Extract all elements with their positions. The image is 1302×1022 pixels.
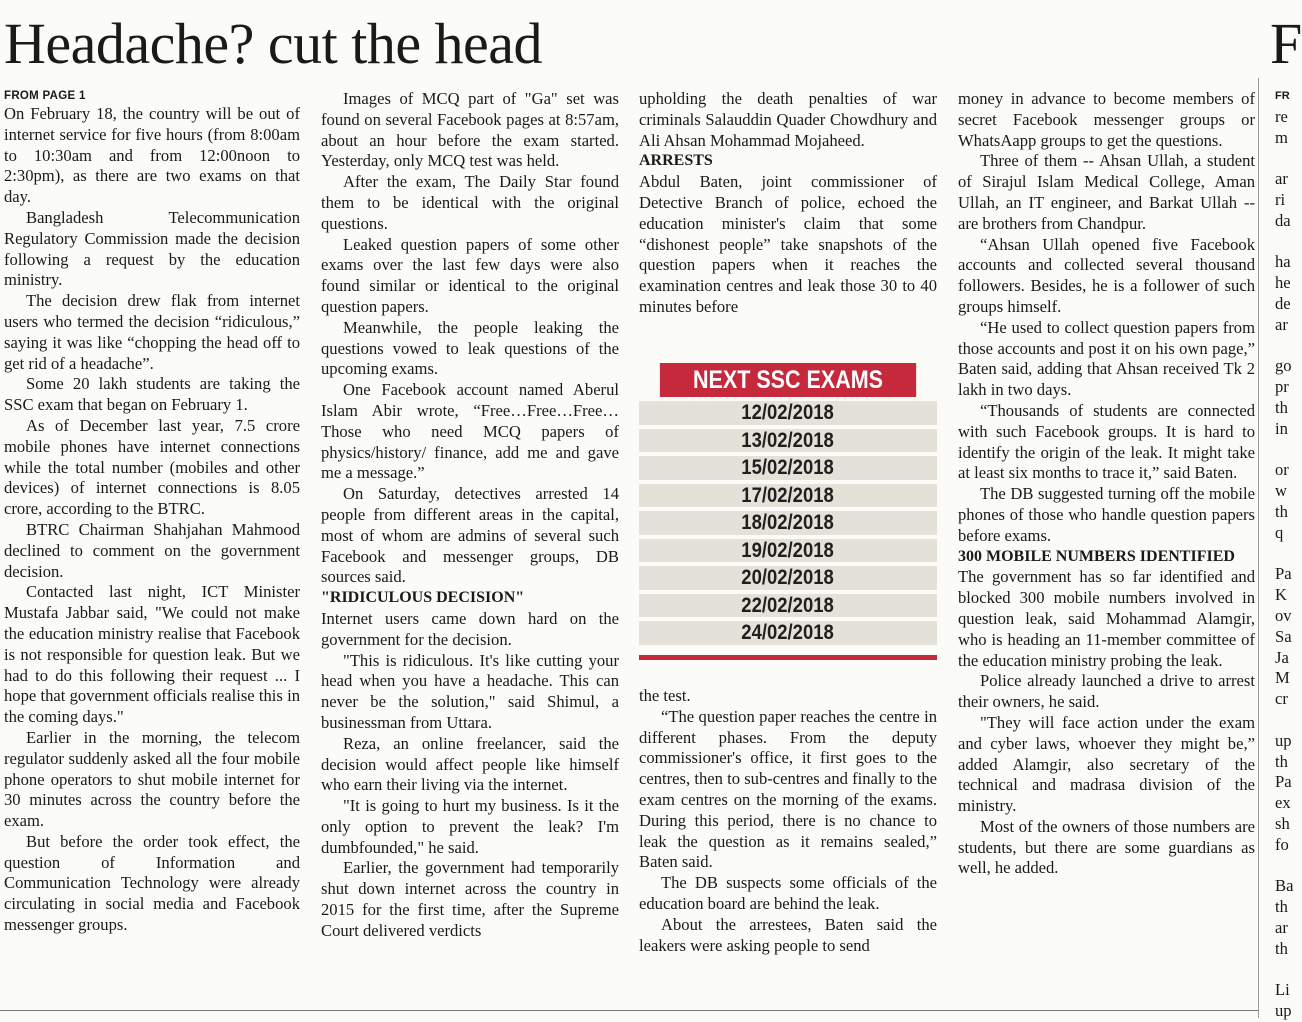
exam-date-text: 22/02/2018 <box>741 593 835 617</box>
fragment-line: ri <box>1275 189 1286 209</box>
fragment-line: ex <box>1275 793 1291 813</box>
fragment-line <box>1275 959 1288 980</box>
fragment-line: th <box>1275 897 1288 917</box>
exam-date-text: 19/02/2018 <box>741 538 835 562</box>
fragment-line: or <box>1275 460 1289 480</box>
paragraph: Bangladesh Telecommunication Regulatory Commission made the decision following a request by the education ministry. <box>4 207 300 290</box>
subhead: ARRESTS <box>639 152 713 170</box>
fragment-line: up <box>1275 1001 1292 1021</box>
fragment-line: up <box>1275 730 1292 750</box>
paragraph: money in advance to become members of secret Facebook messenger groups or WhatsAapp groups to get the questions. <box>958 89 1255 150</box>
paragraph: Internet users came down hard on the government for the decision. <box>321 608 619 649</box>
exam-date-text: 15/02/2018 <box>741 456 835 479</box>
paragraph: Leaked question papers of some other exams over the last few days were also found similar or identical to the original question papers. <box>321 234 619 316</box>
paragraph: Images of MCQ part of "Ga" set was found on several Facebook pages at 8:57am, about an hour before the exam started. Yesterday, only MCQ test was held. <box>321 89 619 171</box>
subhead: "RIDICULOUS DECISION" <box>321 589 525 607</box>
fragment-line: Pa <box>1275 772 1292 792</box>
fragment-line: Pa <box>1275 564 1292 584</box>
paragraph: The decision drew flak from internet users who termed the decision “ridiculous,” saying it was like “chopping the head off to get rid of a headache”. <box>4 291 300 373</box>
exam-date-text: 17/02/2018 <box>741 483 835 507</box>
paragraph: "It is going to hurt my business. Is it the only option to prevent the leak? I'm dumbfounded," he said. <box>321 796 619 857</box>
fragment-line <box>1275 232 1288 253</box>
column-3-top <box>639 89 937 318</box>
paragraph: the test. <box>639 686 691 705</box>
paragraph: The DB suspects some officials of the education board are behind the leak. <box>639 873 937 913</box>
exam-date-text: 24/02/2018 <box>741 621 835 644</box>
paragraph: Reza, an online freelancer, said the decision would affect people like himself who earn their living via the internet. <box>321 733 619 795</box>
fragment-line: q <box>1275 522 1284 542</box>
exam-date-list <box>639 401 937 645</box>
fragment-line: go <box>1275 356 1292 376</box>
paragraph: “The question paper reaches the centre in different phases. From the deputy commissioner's office, it first goes to the centres, then to sub-centres and finally to the exam centres on the morning of the exams. During this period, there is no chance to leak the question as it remains sealed,” Baten said. <box>639 706 937 872</box>
fragment-line: Ba <box>1275 876 1294 896</box>
next-article-fragment <box>1275 86 1294 1022</box>
fragment-line <box>1275 440 1288 461</box>
kicker: FROM PAGE 1 <box>4 90 86 102</box>
fragment-line: ov <box>1275 605 1292 625</box>
column-1 <box>4 89 300 936</box>
exam-date <box>639 401 937 425</box>
fragment-line: ar <box>1275 917 1288 937</box>
headline: Headache? cut the head <box>4 11 543 76</box>
paragraph: On February 18, the country will be out of internet service for five hours (from 8:00am to 10:30am and from 12:00noon to 2:30pm), as there are two exams on that day. <box>4 104 300 207</box>
fragment-line: ar <box>1275 314 1288 334</box>
exam-date <box>639 539 937 563</box>
fragment-line: pr <box>1275 377 1289 397</box>
paragraph: “Thousands of students are connected with such Facebook groups. It is hard to identify the origin of the leak. It might take at least six months to trace it,” said Baten. <box>958 400 1255 483</box>
paragraph: Police already launched a drive to arrest their owners, he said. <box>958 671 1255 712</box>
fragment-line <box>1275 544 1288 565</box>
exam-date <box>639 484 937 508</box>
exam-date-text: 12/02/2018 <box>741 401 835 424</box>
fragment-line: re <box>1275 106 1288 126</box>
column-3-bottom <box>639 686 937 956</box>
fragment-line: Ja <box>1275 647 1289 667</box>
column-divider <box>1258 78 1259 1018</box>
fragment-line: in <box>1275 418 1288 438</box>
paragraph: “Ahsan Ullah opened five Facebook accounts and collected several thousand followers. Besides, he is a follower of such groups himself. <box>958 234 1255 316</box>
fragment-line: Li <box>1275 980 1290 1000</box>
fragment-line <box>1275 336 1288 357</box>
exam-date <box>639 566 937 590</box>
paragraph: Earlier, the government had temporarily shut down internet across the country in 2015 for the first time, after the Supreme Court delivered verdicts <box>321 858 619 940</box>
fragment-line <box>1275 855 1288 876</box>
exam-date <box>639 594 937 618</box>
paragraph: Three of them -- Ahsan Ullah, a student of Sirajul Islam Medical College, Aman Ullah, an IT engineer, and Barkat Ullah -- are brothers from Chandpur. <box>958 151 1255 233</box>
fragment-line: Sa <box>1275 626 1292 646</box>
paragraph: BTRC Chairman Shahjahan Mahmood declined to comment on the government decision. <box>4 519 300 581</box>
exam-date <box>639 621 937 645</box>
paragraph: Some 20 lakh students are taking the SSC exam that began on February 1. <box>4 374 300 415</box>
paragraph: Most of the owners of those numbers are students, but there are some guardians as well, he added. <box>958 816 1255 878</box>
exam-date-text: 13/02/2018 <box>741 428 835 452</box>
fragment-line: th <box>1275 501 1288 521</box>
paragraph: The government has so far identified and blocked 300 mobile numbers involved in question leak, said Mohammad Alamgir, who is heading an 11-member committee of the education ministry probing the leak. <box>958 567 1255 670</box>
fragment-line <box>1275 148 1288 169</box>
subhead: 300 MOBILE NUMBERS IDENTIFIED <box>958 547 1235 565</box>
paragraph: One Facebook account named Aberul Islam Abir wrote, “Free…Free…Free…Those who need MCQ papers of physics/history/ finance, add me and gave me a message.” <box>321 380 619 483</box>
exam-date-text: 18/02/2018 <box>741 511 835 534</box>
fragment-line: he <box>1275 273 1291 293</box>
fragment-line: M <box>1275 668 1290 688</box>
exam-date <box>639 511 937 535</box>
fragment-line: da <box>1275 210 1291 230</box>
paragraph: About the arrestees, Baten said the leakers were asking people to send <box>639 914 937 955</box>
paragraph: "They will face action under the exam and cyber laws, whoever they might be,” added Alamgir, also secretary of the technical and madrasa division of the ministry. <box>958 712 1255 816</box>
column-4 <box>958 89 1255 879</box>
paragraph: Contacted last night, ICT Minister Mustafa Jabbar said, "We could not make the education ministry realise that Facebook is not responsible for question leak. But we had to do this following their request ... I hope that government officials realise this in the coming days." <box>4 582 300 727</box>
paragraph: "This is ridiculous. It's like cutting your head when you have a headache. This can never be the solution," said Shimul, a businessman from Uttara. <box>321 650 619 732</box>
fragment-line: K <box>1275 585 1287 605</box>
fragment-line: th <box>1275 397 1288 417</box>
fragment-line: fo <box>1275 834 1289 854</box>
paragraph: As of December last year, 7.5 crore mobile phones have internet connections while the total number (mobiles and other devices) of internet connections is 8.05 crore, according to the BTRC. <box>4 415 300 519</box>
box-accent-bar <box>639 655 937 660</box>
fragment-line: cr <box>1275 689 1288 709</box>
fragment-line: th <box>1275 751 1288 771</box>
next-exams-box <box>639 363 937 663</box>
paragraph: After the exam, The Daily Star found them to be identical with the original questions. <box>321 172 619 233</box>
paragraph: upholding the death penalties of war criminals Salauddin Quader Chowdhury and Ali Ahsan Mohammad Mojaheed. <box>639 89 937 150</box>
fragment-line: w <box>1275 481 1287 501</box>
column-2 <box>321 89 619 942</box>
exam-date <box>639 456 937 480</box>
fragment-line: ha <box>1275 252 1291 272</box>
fragment-line: de <box>1275 293 1291 313</box>
exam-date-text: 20/02/2018 <box>741 566 835 589</box>
fragment-line <box>1275 710 1288 731</box>
page-bottom-rule <box>0 1010 1258 1011</box>
exam-date <box>639 429 937 453</box>
paragraph: The DB suggested turning off the mobile phones of those who handle question papers before exams. <box>958 484 1255 545</box>
paragraph: “He used to collect question papers from those accounts and post it on his own page,” Baten said, adding that Ahsan received Tk 2 lakh in two days. <box>958 317 1255 400</box>
paragraph: Earlier in the morning, the telecom regulator suddenly asked all the four mobile phone operators to shut mobile internet for 30 minutes across the country before the exam. <box>4 727 300 831</box>
next-exams-title: NEXT SSC EXAMS <box>660 363 916 397</box>
paragraph: Meanwhile, the people leaking the questions vowed to leak questions of the upcoming exams. <box>321 317 619 379</box>
fragment-line: m <box>1275 127 1288 147</box>
paragraph: On Saturday, detectives arrested 14 people from different areas in the capital, most of whom are admins of several such Facebook and messenger groups, DB sources said. <box>321 484 619 587</box>
fragment-line: sh <box>1275 813 1290 833</box>
fragment-line: FR <box>1275 90 1290 102</box>
next-headline-fragment: F <box>1270 11 1302 76</box>
paragraph: Abdul Baten, joint commissioner of Detective Branch of police, echoed the education minister's claim that some “dishonest people” take snapshots of the question papers when it reaches the examination centres and leak those 30 to 40 minutes before <box>639 172 937 316</box>
fragment-line: th <box>1275 938 1288 958</box>
paragraph: But before the order took effect, the question of Information and Communication Technology were already circulating in social media and Facebook messenger groups. <box>4 831 300 935</box>
fragment-line: ar <box>1275 169 1288 189</box>
